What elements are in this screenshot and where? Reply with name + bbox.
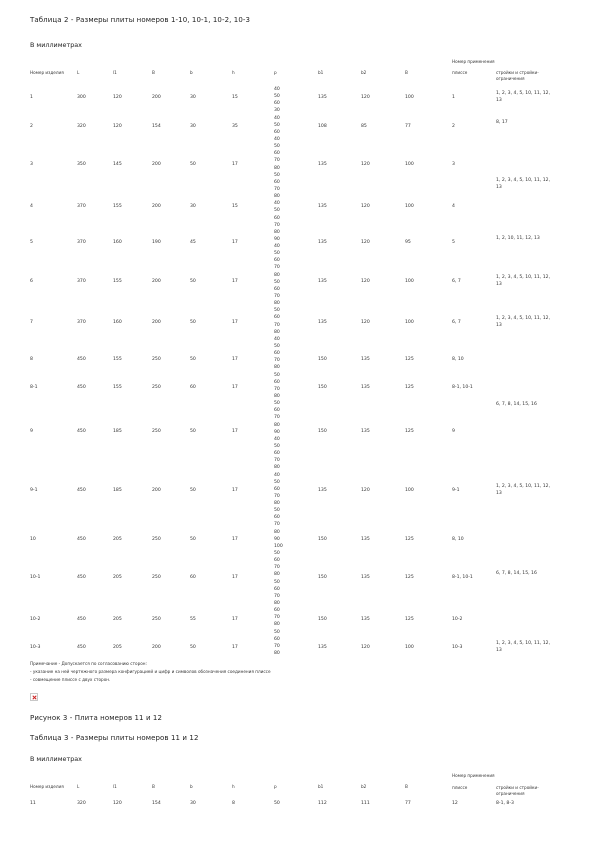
p-value: 80 bbox=[274, 194, 280, 199]
row-5-b2: 120 bbox=[361, 240, 370, 245]
p-value: 70 bbox=[274, 187, 280, 192]
p-value: 50 bbox=[274, 401, 280, 406]
row-7-number: 7 bbox=[30, 320, 33, 325]
row-9-app: 9 bbox=[452, 429, 455, 434]
header-use-line-2: ограничения bbox=[496, 76, 525, 81]
row-9-1-b2: 120 bbox=[361, 488, 370, 493]
p-value: 50 bbox=[274, 280, 280, 285]
row-10-1-L: 450 bbox=[77, 575, 86, 580]
header-col-l1: l1 bbox=[113, 70, 117, 75]
row-3-B: 200 bbox=[152, 162, 161, 167]
row-3-b: 50 bbox=[190, 162, 196, 167]
row-7-b2: 120 bbox=[361, 320, 370, 325]
row-8-1-b: 60 bbox=[190, 385, 196, 390]
row-8-1-B: 250 bbox=[152, 385, 161, 390]
row-6-b1: 135 bbox=[318, 279, 327, 284]
row-10-3-b1: 135 bbox=[318, 645, 327, 650]
row-3-L: 350 bbox=[77, 162, 86, 167]
row-10-3-b: 50 bbox=[190, 645, 196, 650]
header-col-p: p bbox=[274, 784, 277, 789]
row-1-use-1: 1, 2, 3, 4, 5, 10, 11, 12, bbox=[496, 91, 551, 96]
row-10-2-B2: 125 bbox=[405, 617, 414, 622]
row-10-2-b2: 135 bbox=[361, 617, 370, 622]
row-1-B: 200 bbox=[152, 95, 161, 100]
row-10-B2: 125 bbox=[405, 537, 414, 542]
row-10-1-h: 17 bbox=[232, 575, 238, 580]
row-8-1-B2: 125 bbox=[405, 385, 414, 390]
p-value: 70 bbox=[274, 644, 280, 649]
p-value: 80 bbox=[274, 501, 280, 506]
p-value: 60 bbox=[274, 558, 280, 563]
p-value: 70 bbox=[274, 615, 280, 620]
row-4-B: 200 bbox=[152, 204, 161, 209]
p-value: 80 bbox=[274, 365, 280, 370]
header-col-b: b bbox=[190, 70, 193, 75]
p-value: 50 bbox=[274, 94, 280, 99]
row-8-1-b1: 150 bbox=[318, 385, 327, 390]
p-value: 40 bbox=[274, 437, 280, 442]
row-10-3-app: 10-3 bbox=[452, 645, 463, 650]
row-10-2-b: 55 bbox=[190, 617, 196, 622]
p-value: 50 bbox=[274, 308, 280, 313]
row-1-l1: 120 bbox=[113, 95, 122, 100]
row-2-b2: 85 bbox=[361, 124, 367, 129]
row-10-1-l1: 205 bbox=[113, 575, 122, 580]
row-6-h: 17 bbox=[232, 279, 238, 284]
p-value: 60 bbox=[274, 130, 280, 135]
row-10-3-L: 450 bbox=[77, 645, 86, 650]
row-10-2-number: 10-2 bbox=[30, 617, 41, 622]
p-value: 70 bbox=[274, 223, 280, 228]
p-value: 90 bbox=[274, 237, 280, 242]
p-value: 80 bbox=[274, 622, 280, 627]
figure3-caption: Рисунок 3 - Плита номеров 11 и 12 bbox=[30, 714, 163, 722]
p-value: 60 bbox=[274, 637, 280, 642]
row-7-use-1: 1, 2, 3, 4, 5, 10, 11, 12, bbox=[496, 316, 551, 321]
p-value: 50 bbox=[274, 373, 280, 378]
row-8-app: 8, 10 bbox=[452, 357, 464, 362]
p-value: 60 bbox=[274, 487, 280, 492]
p-value: 60 bbox=[274, 151, 280, 156]
header-col-b1: b1 bbox=[318, 784, 324, 789]
p-value: 60 bbox=[274, 258, 280, 263]
row-1-b2: 120 bbox=[361, 95, 370, 100]
p-value: 90 bbox=[274, 430, 280, 435]
p-value: 40 bbox=[274, 137, 280, 142]
p-value: 70 bbox=[274, 565, 280, 570]
row-10-2-l1: 205 bbox=[113, 617, 122, 622]
row-8-h: 17 bbox=[232, 357, 238, 362]
row-8-1-L: 450 bbox=[77, 385, 86, 390]
row-8-number: 8 bbox=[30, 357, 33, 362]
row-7-use-2: 13 bbox=[496, 323, 502, 328]
p-value: 70 bbox=[274, 458, 280, 463]
row-6-number: 6 bbox=[30, 279, 33, 284]
row-2-h: 35 bbox=[232, 124, 238, 129]
p-value: 70 bbox=[274, 265, 280, 270]
row-8-L: 450 bbox=[77, 357, 86, 362]
row-4-B2: 100 bbox=[405, 204, 414, 209]
row-6-l1: 155 bbox=[113, 279, 122, 284]
row-10-3-B2: 100 bbox=[405, 645, 414, 650]
row-1-B2: 100 bbox=[405, 95, 414, 100]
header-group: Номер применения bbox=[452, 773, 495, 778]
row-10-1-app: 8-1, 10-1 bbox=[452, 575, 473, 580]
p-value: 40 bbox=[274, 337, 280, 342]
p-value: 60 bbox=[274, 287, 280, 292]
row-10-h: 17 bbox=[232, 537, 238, 542]
p-value: 80 bbox=[274, 530, 280, 535]
p-value: 90 bbox=[274, 537, 280, 542]
p-value: 50 bbox=[274, 251, 280, 256]
row-10-1-use-1: 6, 7, 8, 14, 15, 16 bbox=[496, 571, 537, 576]
row-5-b1: 135 bbox=[318, 240, 327, 245]
row-8-b1: 150 bbox=[318, 357, 327, 362]
table2-note-1: Примечание - Допускается по согласованию сторон: bbox=[30, 661, 147, 666]
row-6-use-2: 13 bbox=[496, 282, 502, 287]
row-4-h: 15 bbox=[232, 204, 238, 209]
row-10-3-use-1: 1, 2, 3, 4, 5, 10, 11, 12, bbox=[496, 641, 551, 646]
row-10-3-use-2: 13 bbox=[496, 648, 502, 653]
p-value: 70 bbox=[274, 158, 280, 163]
row-10-3-B: 200 bbox=[152, 645, 161, 650]
p-value: 50 bbox=[274, 508, 280, 513]
row-8-1-app: 8-1, 10-1 bbox=[452, 385, 473, 390]
row-10-1-b: 60 bbox=[190, 575, 196, 580]
row-10-1-B2: 125 bbox=[405, 575, 414, 580]
p-value: 50 bbox=[274, 444, 280, 449]
header-col-B2: B bbox=[405, 784, 408, 789]
row-1-h: 15 bbox=[232, 95, 238, 100]
row-7-h: 17 bbox=[232, 320, 238, 325]
row-3-app: 3 bbox=[452, 162, 455, 167]
row-3-b2: 120 bbox=[361, 162, 370, 167]
row-7-l1: 160 bbox=[113, 320, 122, 325]
row-10-2-h: 17 bbox=[232, 617, 238, 622]
header-col-L: L bbox=[77, 784, 80, 789]
row-9-1-h: 17 bbox=[232, 488, 238, 493]
row-10-1-B: 250 bbox=[152, 575, 161, 580]
row-6-app: 6, 7 bbox=[452, 279, 461, 284]
row-10-b1: 150 bbox=[318, 537, 327, 542]
row-8-B: 250 bbox=[152, 357, 161, 362]
row-8-1-b2: 135 bbox=[361, 385, 370, 390]
row-10-2-L: 450 bbox=[77, 617, 86, 622]
p-value: 60 bbox=[274, 315, 280, 320]
row-11-L: 320 bbox=[77, 801, 86, 806]
row-9-l1: 185 bbox=[113, 429, 122, 434]
row-6-B2: 100 bbox=[405, 279, 414, 284]
header-col-b1: b1 bbox=[318, 70, 324, 75]
header-col-l1: l1 bbox=[113, 784, 117, 789]
table2-title: Таблица 2 - Размеры плиты номеров 1-10, 10-1, 10-2, 10-3 bbox=[30, 16, 251, 24]
header-col-h: h bbox=[232, 784, 235, 789]
row-10-3-number: 10-3 bbox=[30, 645, 41, 650]
row-4-app: 4 bbox=[452, 204, 455, 209]
row-3-b1: 135 bbox=[318, 162, 327, 167]
row-9-1-app: 9-1 bbox=[452, 488, 460, 493]
row-3-h: 17 bbox=[232, 162, 238, 167]
p-value: 40 bbox=[274, 87, 280, 92]
use-extra-1-1: 1, 2, 3, 4, 5, 10, 11, 12, bbox=[496, 178, 551, 183]
row-5-b: 45 bbox=[190, 240, 196, 245]
row-10-b: 50 bbox=[190, 537, 196, 542]
table3-unit: В миллиметрах bbox=[30, 755, 82, 763]
row-2-b: 30 bbox=[190, 124, 196, 129]
row-9-h: 17 bbox=[232, 429, 238, 434]
row-9-b: 50 bbox=[190, 429, 196, 434]
p-value: 70 bbox=[274, 358, 280, 363]
row-2-use-1: 8, 17 bbox=[496, 120, 508, 125]
row-4-l1: 155 bbox=[113, 204, 122, 209]
row-9-1-B2: 100 bbox=[405, 488, 414, 493]
p-value: 40 bbox=[274, 116, 280, 121]
header-col-n: Номер изделия bbox=[30, 70, 64, 75]
row-5-number: 5 bbox=[30, 240, 33, 245]
p-value: 40 bbox=[274, 201, 280, 206]
row-11-B2: 77 bbox=[405, 801, 411, 806]
row-4-L: 370 bbox=[77, 204, 86, 209]
broken-image-icon bbox=[30, 693, 38, 701]
row-7-L: 370 bbox=[77, 320, 86, 325]
p-value: 60 bbox=[274, 101, 280, 106]
row-9-1-l1: 185 bbox=[113, 488, 122, 493]
p-value: 60 bbox=[274, 608, 280, 613]
row-10-number: 10 bbox=[30, 537, 36, 542]
p-value: 60 bbox=[274, 180, 280, 185]
row-7-B2: 100 bbox=[405, 320, 414, 325]
row-1-number: 1 bbox=[30, 95, 33, 100]
row-11-b1: 112 bbox=[318, 801, 327, 806]
row-2-B2: 77 bbox=[405, 124, 411, 129]
row-6-b2: 120 bbox=[361, 279, 370, 284]
row-8-1-h: 17 bbox=[232, 385, 238, 390]
p-value: 70 bbox=[274, 594, 280, 599]
row-5-h: 17 bbox=[232, 240, 238, 245]
row-6-b: 50 bbox=[190, 279, 196, 284]
row-9-1-use-1: 1, 2, 3, 4, 5, 10, 11, 12, bbox=[496, 484, 551, 489]
row-10-3-l1: 205 bbox=[113, 645, 122, 650]
p-value: 60 bbox=[274, 351, 280, 356]
row-5-B: 190 bbox=[152, 240, 161, 245]
row-3-l1: 145 bbox=[113, 162, 122, 167]
header-col-h: h bbox=[232, 70, 235, 75]
header-col-b: b bbox=[190, 784, 193, 789]
table2-note-2: - указание на ней чертежного размера конфигурацией и цифр и символов обозначения соединения плиссе bbox=[30, 669, 271, 674]
row-7-b1: 135 bbox=[318, 320, 327, 325]
p-value: 60 bbox=[274, 515, 280, 520]
p-value: 70 bbox=[274, 387, 280, 392]
row-10-1-b2: 135 bbox=[361, 575, 370, 580]
header-group: Номер применения bbox=[452, 59, 495, 64]
p-value: 80 bbox=[274, 572, 280, 577]
header-app: плиссе bbox=[452, 70, 468, 75]
row-9-B2: 125 bbox=[405, 429, 414, 434]
header-col-n: Номер изделия bbox=[30, 784, 64, 789]
row-9-1-L: 450 bbox=[77, 488, 86, 493]
p-value: 80 bbox=[274, 651, 280, 656]
header-use-line-2: ограничения bbox=[496, 791, 525, 796]
row-2-L: 320 bbox=[77, 124, 86, 129]
p-value: 70 bbox=[274, 522, 280, 527]
row-11-l1: 120 bbox=[113, 801, 122, 806]
p-value: 60 bbox=[274, 587, 280, 592]
row-9-B: 250 bbox=[152, 429, 161, 434]
row-10-B: 250 bbox=[152, 537, 161, 542]
table2-note-3: - совмещение плиссе с двух сторон. bbox=[30, 677, 111, 682]
header-use-line-1: стройки и стройки- bbox=[496, 785, 539, 790]
row-1-L: 300 bbox=[77, 95, 86, 100]
row-8-B2: 125 bbox=[405, 357, 414, 362]
row-1-app: 1 bbox=[452, 95, 455, 100]
p-value: 60 bbox=[274, 408, 280, 413]
row-10-l1: 205 bbox=[113, 537, 122, 542]
row-4-b2: 120 bbox=[361, 204, 370, 209]
row-9-1-number: 9-1 bbox=[30, 488, 38, 493]
row-9-1-use-2: 13 bbox=[496, 491, 502, 496]
row-3-number: 3 bbox=[30, 162, 33, 167]
header-col-B: B bbox=[152, 70, 155, 75]
row-11-use: 8-1, 8-3 bbox=[496, 801, 514, 806]
row-11-B: 154 bbox=[152, 801, 161, 806]
p-value: 50 bbox=[274, 480, 280, 485]
row-10-L: 450 bbox=[77, 537, 86, 542]
row-7-app: 6, 7 bbox=[452, 320, 461, 325]
header-col-L: L bbox=[77, 70, 80, 75]
row-8-b2: 135 bbox=[361, 357, 370, 362]
row-11-number: 11 bbox=[30, 801, 36, 806]
row-1-use-2: 13 bbox=[496, 98, 502, 103]
row-9-number: 9 bbox=[30, 429, 33, 434]
p-value: 70 bbox=[274, 323, 280, 328]
row-6-B: 200 bbox=[152, 279, 161, 284]
row-2-l1: 120 bbox=[113, 124, 122, 129]
p-value: 50 bbox=[274, 551, 280, 556]
row-7-B: 200 bbox=[152, 320, 161, 325]
p-value: 60 bbox=[274, 216, 280, 221]
row-8-b: 50 bbox=[190, 357, 196, 362]
row-5-B2: 95 bbox=[405, 240, 411, 245]
row-8-1-l1: 155 bbox=[113, 385, 122, 390]
row-2-app: 2 bbox=[452, 124, 455, 129]
p-value: 50 bbox=[274, 208, 280, 213]
row-5-app: 5 bbox=[452, 240, 455, 245]
p-value: 80 bbox=[274, 394, 280, 399]
row-10-2-B: 250 bbox=[152, 617, 161, 622]
row-10-app: 8, 10 bbox=[452, 537, 464, 542]
header-col-B2: B bbox=[405, 70, 408, 75]
row-9-b1: 150 bbox=[318, 429, 327, 434]
p-value: 80 bbox=[274, 330, 280, 335]
p-value: 70 bbox=[274, 415, 280, 420]
p-value: 70 bbox=[274, 494, 280, 499]
row-4-b1: 135 bbox=[318, 204, 327, 209]
p-value: 80 bbox=[274, 230, 280, 235]
p-value: 80 bbox=[274, 601, 280, 606]
row-9-1-b: 50 bbox=[190, 488, 196, 493]
row-9-b2: 135 bbox=[361, 429, 370, 434]
p-value: 80 bbox=[274, 465, 280, 470]
row-8-1-number: 8-1 bbox=[30, 385, 38, 390]
row-11-p: 50 bbox=[274, 801, 280, 806]
row-4-number: 4 bbox=[30, 204, 33, 209]
p-value: 50 bbox=[274, 344, 280, 349]
row-6-use-1: 1, 2, 3, 4, 5, 10, 11, 12, bbox=[496, 275, 551, 280]
row-10-1-b1: 150 bbox=[318, 575, 327, 580]
row-11-h: 8 bbox=[232, 801, 235, 806]
p-value: 50 bbox=[274, 123, 280, 128]
p-value: 40 bbox=[274, 244, 280, 249]
header-col-b2: b2 bbox=[361, 70, 367, 75]
p-value: 50 bbox=[274, 630, 280, 635]
row-2-B: 154 bbox=[152, 124, 161, 129]
p-value: 80 bbox=[274, 166, 280, 171]
p-value: 50 bbox=[274, 173, 280, 178]
row-9-L: 450 bbox=[77, 429, 86, 434]
row-7-b: 50 bbox=[190, 320, 196, 325]
p-value: 50 bbox=[274, 580, 280, 585]
row-1-b1: 135 bbox=[318, 95, 327, 100]
row-5-l1: 160 bbox=[113, 240, 122, 245]
p-value: 80 bbox=[274, 273, 280, 278]
use-extra-1-2: 13 bbox=[496, 185, 502, 190]
p-value: 60 bbox=[274, 380, 280, 385]
p-value: 70 bbox=[274, 294, 280, 299]
p-value: 80 bbox=[274, 301, 280, 306]
p-value: 100 bbox=[274, 544, 283, 549]
row-8-l1: 155 bbox=[113, 357, 122, 362]
header-col-p: p bbox=[274, 70, 277, 75]
row-2-b1: 108 bbox=[318, 124, 327, 129]
p-value: 30 bbox=[274, 108, 280, 113]
p-value: 40 bbox=[274, 473, 280, 478]
row-1-b: 30 bbox=[190, 95, 196, 100]
p-value: 60 bbox=[274, 451, 280, 456]
row-5-L: 370 bbox=[77, 240, 86, 245]
p-value: 50 bbox=[274, 144, 280, 149]
row-2-number: 2 bbox=[30, 124, 33, 129]
row-3-B2: 100 bbox=[405, 162, 414, 167]
p-value: 80 bbox=[274, 423, 280, 428]
row-10-b2: 135 bbox=[361, 537, 370, 542]
row-9-1-b1: 135 bbox=[318, 488, 327, 493]
header-app: плиссе bbox=[452, 785, 468, 790]
table2-unit: В миллиметрах bbox=[30, 41, 82, 49]
row-11-app: 12 bbox=[452, 801, 458, 806]
row-5-use-1: 1, 2, 10, 11, 12, 13 bbox=[496, 236, 540, 241]
row-9-1-B: 200 bbox=[152, 488, 161, 493]
header-col-b2: b2 bbox=[361, 784, 367, 789]
row-4-b: 30 bbox=[190, 204, 196, 209]
row-10-1-number: 10-1 bbox=[30, 575, 41, 580]
table3-title: Таблица 3 - Размеры плиты номеров 11 и 12 bbox=[30, 734, 199, 742]
header-col-B: B bbox=[152, 784, 155, 789]
header-use-line-1: стройки и стройки- bbox=[496, 70, 539, 75]
row-10-2-app: 10-2 bbox=[452, 617, 463, 622]
row-11-b: 30 bbox=[190, 801, 196, 806]
use-extra-2-1: 6, 7, 8, 14, 15, 16 bbox=[496, 402, 537, 407]
row-6-L: 370 bbox=[77, 279, 86, 284]
row-10-2-b1: 150 bbox=[318, 617, 327, 622]
row-11-b2: 111 bbox=[361, 801, 370, 806]
row-10-3-b2: 120 bbox=[361, 645, 370, 650]
row-10-3-h: 17 bbox=[232, 645, 238, 650]
